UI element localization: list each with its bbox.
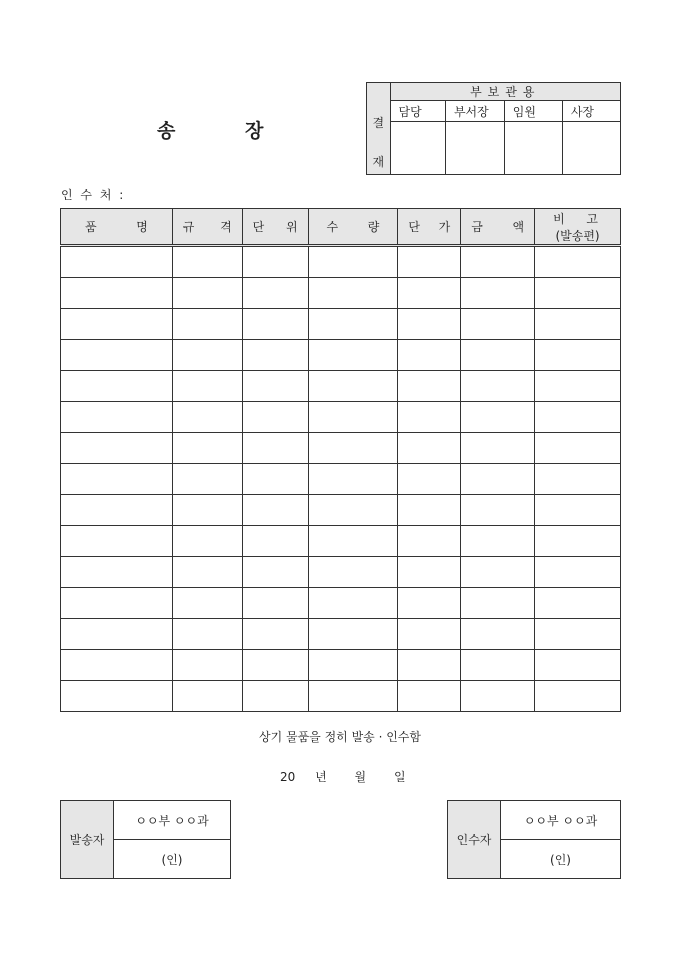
cell-unit[interactable] (242, 619, 308, 650)
cell-quantity[interactable] (308, 340, 398, 371)
cell-remark[interactable] (535, 309, 621, 340)
cell-quantity[interactable] (308, 650, 398, 681)
receiver-box (447, 800, 621, 879)
cell-unit-price[interactable] (398, 681, 461, 712)
cell-item-name[interactable] (61, 557, 173, 588)
approval-role-manager: 부서장 (445, 101, 504, 122)
cell-amount[interactable] (461, 557, 535, 588)
cell-remark[interactable] (535, 402, 621, 433)
sign-cell-staff[interactable] (390, 122, 445, 175)
cell-amount[interactable] (461, 246, 535, 278)
cell-item-name[interactable] (61, 371, 173, 402)
cell-spec[interactable] (172, 495, 242, 526)
cell-spec[interactable] (172, 557, 242, 588)
table-row (61, 526, 621, 557)
cell-amount[interactable] (461, 526, 535, 557)
approval-side-bottom: 재 (372, 155, 385, 169)
cell-remark[interactable] (535, 464, 621, 495)
table-row (61, 650, 621, 681)
cell-spec[interactable] (172, 650, 242, 681)
table-row (61, 433, 621, 464)
cell-spec[interactable] (172, 526, 242, 557)
title-char-2: 장 (245, 120, 266, 142)
receiver-seal[interactable]: (인) (501, 840, 621, 879)
cell-unit[interactable] (242, 309, 308, 340)
cell-quantity[interactable] (308, 619, 398, 650)
approval-side-top: 결 (372, 116, 385, 130)
cell-spec[interactable] (172, 464, 242, 495)
cell-item-name[interactable] (61, 433, 173, 464)
sender-seal[interactable]: (인) (114, 840, 231, 879)
cell-amount[interactable] (461, 278, 535, 309)
table-row (61, 340, 621, 371)
cell-spec[interactable] (172, 309, 242, 340)
cell-remark[interactable] (535, 619, 621, 650)
cell-unit[interactable] (242, 246, 308, 278)
table-row (61, 278, 621, 309)
header-unit: 단 위 (252, 220, 298, 234)
cell-quantity[interactable] (308, 557, 398, 588)
cell-item-name[interactable] (61, 619, 173, 650)
cell-item-name[interactable] (61, 588, 173, 619)
cell-quantity[interactable] (308, 278, 398, 309)
cell-unit[interactable] (242, 402, 308, 433)
receiver-org: ㅇㅇ부 ㅇㅇ과 (501, 801, 621, 840)
cell-unit-price[interactable] (398, 309, 461, 340)
table-row (61, 309, 621, 340)
cell-remark[interactable] (535, 588, 621, 619)
sender-org: ㅇㅇ부 ㅇㅇ과 (114, 801, 231, 840)
table-row (61, 588, 621, 619)
cell-remark[interactable] (535, 246, 621, 278)
cell-unit[interactable] (242, 278, 308, 309)
cell-spec[interactable] (172, 619, 242, 650)
cell-unit-price[interactable] (398, 402, 461, 433)
date-prefix: 20 (280, 770, 296, 784)
cell-item-name[interactable] (61, 650, 173, 681)
cell-spec[interactable] (172, 340, 242, 371)
cell-unit-price[interactable] (398, 557, 461, 588)
cell-remark[interactable] (535, 340, 621, 371)
approval-box (366, 82, 621, 175)
cell-unit[interactable] (242, 588, 308, 619)
header-remark: 비 고 (553, 211, 598, 226)
cell-remark[interactable] (535, 650, 621, 681)
title-char-1: 송 (157, 120, 178, 142)
sender-label: 발송자 (61, 801, 114, 879)
cell-spec[interactable] (172, 681, 242, 712)
cell-unit[interactable] (242, 557, 308, 588)
cell-quantity[interactable] (308, 526, 398, 557)
cell-amount[interactable] (461, 340, 535, 371)
cell-remark[interactable] (535, 371, 621, 402)
cell-quantity[interactable] (308, 495, 398, 526)
cell-item-name[interactable] (61, 309, 173, 340)
table-row (61, 402, 621, 433)
receiver-label: 인수자 (448, 801, 501, 879)
cell-amount[interactable] (461, 371, 535, 402)
cell-spec[interactable] (172, 402, 242, 433)
cell-spec[interactable] (172, 588, 242, 619)
cell-remark[interactable] (535, 557, 621, 588)
cell-unit-price[interactable] (398, 495, 461, 526)
cell-unit[interactable] (242, 340, 308, 371)
cell-unit-price[interactable] (398, 464, 461, 495)
cell-spec[interactable] (172, 278, 242, 309)
cell-unit-price[interactable] (398, 278, 461, 309)
cell-amount[interactable] (461, 309, 535, 340)
approval-role-executive: 임원 (504, 101, 562, 122)
table-row (61, 557, 621, 588)
sender-box (60, 800, 231, 879)
cell-amount[interactable] (461, 433, 535, 464)
cell-unit-price[interactable] (398, 340, 461, 371)
cell-spec[interactable] (172, 433, 242, 464)
cell-quantity[interactable] (308, 588, 398, 619)
header-quantity: 수 량 (326, 220, 380, 234)
table-row (61, 246, 621, 278)
approval-section-header: 부보관용 (390, 83, 621, 101)
date-day: 일 (393, 770, 406, 784)
cell-remark[interactable] (535, 278, 621, 309)
header-remark-sub: (발송편) (555, 228, 600, 243)
cell-quantity[interactable] (308, 464, 398, 495)
cell-unit-price[interactable] (398, 526, 461, 557)
date-year: 년 (315, 770, 327, 784)
cell-amount[interactable] (461, 588, 535, 619)
cell-remark[interactable] (535, 433, 621, 464)
cell-unit-price[interactable] (398, 650, 461, 681)
cell-unit-price[interactable] (398, 246, 461, 278)
cell-unit-price[interactable] (398, 619, 461, 650)
items-header-row (61, 209, 621, 246)
cell-unit[interactable] (242, 526, 308, 557)
cell-amount[interactable] (461, 619, 535, 650)
cell-remark[interactable] (535, 495, 621, 526)
cell-unit[interactable] (242, 495, 308, 526)
cell-remark[interactable] (535, 526, 621, 557)
cell-quantity[interactable] (308, 433, 398, 464)
cell-unit[interactable] (242, 464, 308, 495)
cell-unit[interactable] (242, 681, 308, 712)
cell-unit[interactable] (242, 650, 308, 681)
cell-item-name[interactable] (61, 340, 173, 371)
cell-amount[interactable] (461, 650, 535, 681)
cell-amount[interactable] (461, 402, 535, 433)
cell-spec[interactable] (172, 371, 242, 402)
sign-cell-president[interactable] (562, 122, 620, 175)
sign-cell-executive[interactable] (504, 122, 562, 175)
approval-role-president: 사장 (562, 101, 620, 122)
sign-cell-manager[interactable] (445, 122, 504, 175)
cell-item-name[interactable] (61, 402, 173, 433)
date-month: 월 (354, 770, 367, 784)
cell-item-name[interactable] (61, 495, 173, 526)
cell-unit[interactable] (242, 371, 308, 402)
header-spec: 규 격 (182, 220, 232, 234)
recipient-label: 인 수 처 : (61, 188, 126, 202)
table-row (61, 371, 621, 402)
cell-spec[interactable] (172, 246, 242, 278)
header-item-name: 품 명 (85, 220, 148, 234)
cell-remark[interactable] (535, 681, 621, 712)
table-row (61, 464, 621, 495)
cell-item-name[interactable] (61, 681, 173, 712)
table-row (61, 619, 621, 650)
items-table (60, 208, 621, 712)
header-amount: 금 액 (471, 220, 525, 234)
cell-item-name[interactable] (61, 464, 173, 495)
cell-unit-price[interactable] (398, 588, 461, 619)
cell-quantity[interactable] (308, 246, 398, 278)
cell-quantity[interactable] (308, 309, 398, 340)
date-line (280, 768, 406, 785)
cell-quantity[interactable] (308, 402, 398, 433)
cell-unit-price[interactable] (398, 371, 461, 402)
cell-quantity[interactable] (308, 371, 398, 402)
cell-amount[interactable] (461, 495, 535, 526)
cell-item-name[interactable] (61, 278, 173, 309)
cell-amount[interactable] (461, 464, 535, 495)
statement-text: 상기 물품을 정히 발송 · 인수함 (259, 730, 421, 744)
cell-item-name[interactable] (61, 246, 173, 278)
header-unit-price: 단 가 (408, 220, 451, 234)
approval-role-staff: 담당 (390, 101, 445, 122)
cell-item-name[interactable] (61, 526, 173, 557)
table-row (61, 495, 621, 526)
cell-unit[interactable] (242, 433, 308, 464)
approval-side-label (367, 83, 391, 175)
cell-quantity[interactable] (308, 681, 398, 712)
cell-amount[interactable] (461, 681, 535, 712)
table-row (61, 681, 621, 712)
cell-unit-price[interactable] (398, 433, 461, 464)
